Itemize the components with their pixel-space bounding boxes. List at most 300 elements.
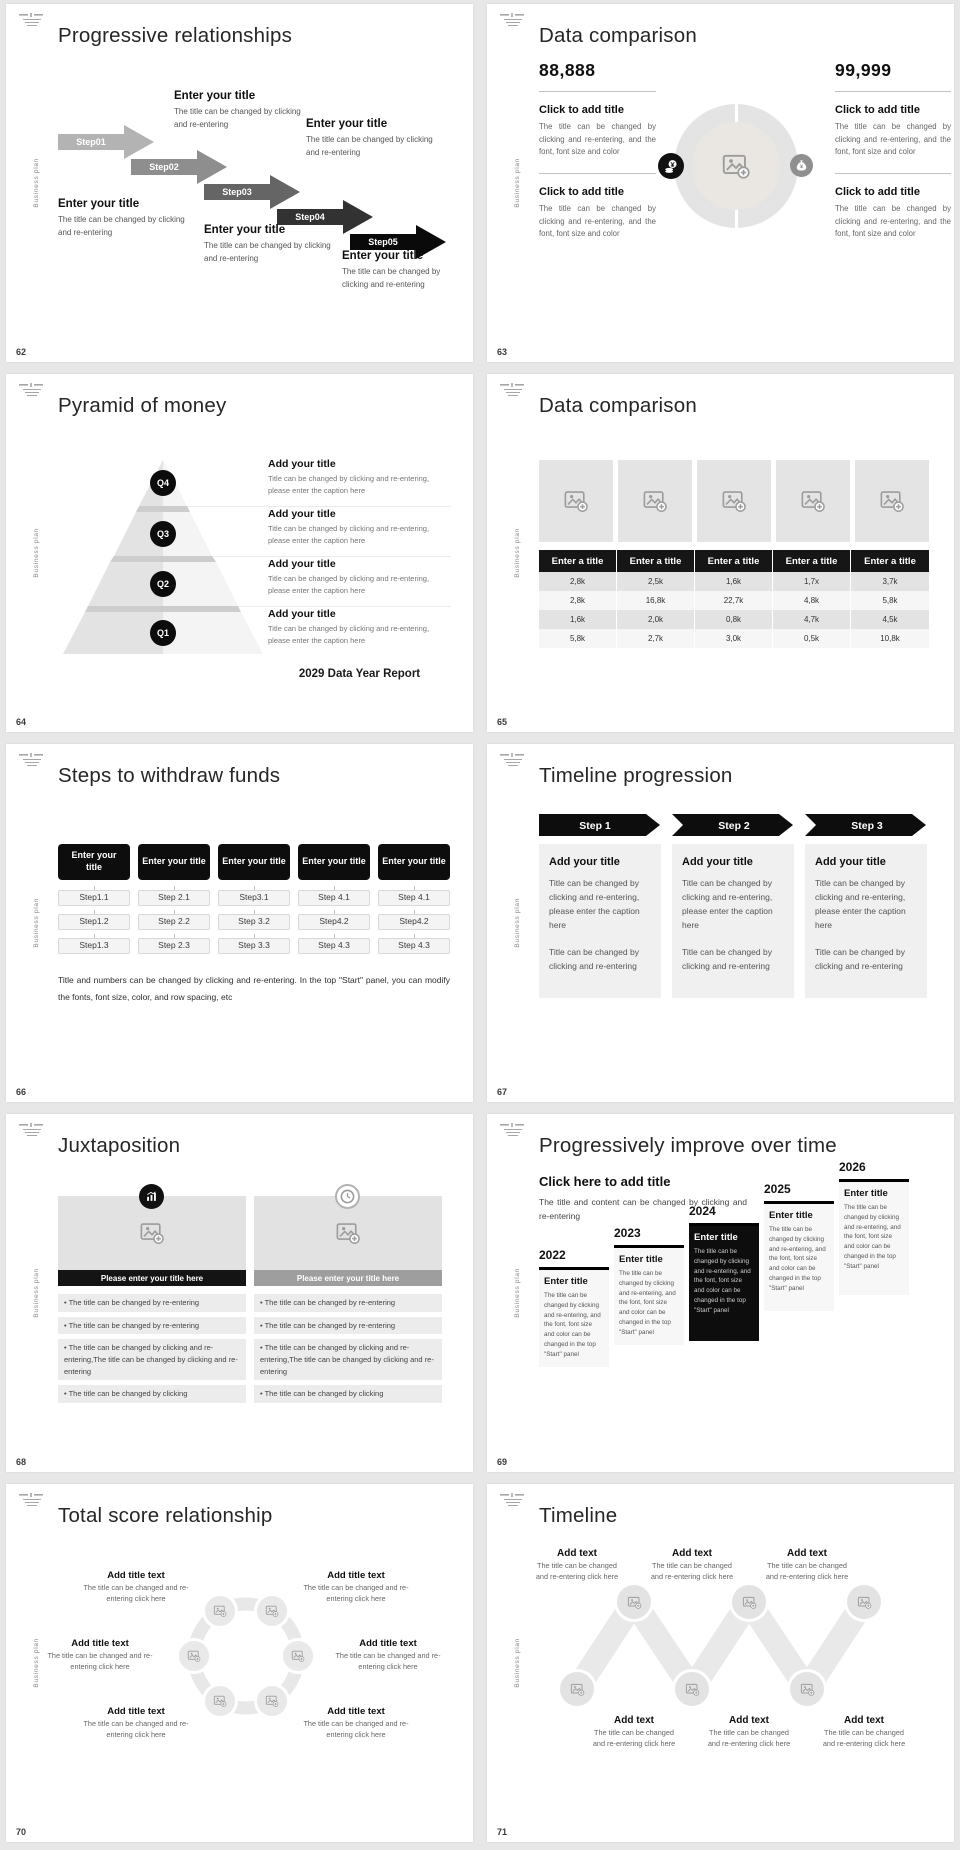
divider xyxy=(835,173,951,174)
pyramid-level-label: Q3 xyxy=(156,529,170,539)
table-cell: 1,6k xyxy=(539,610,617,629)
comparison-panel-right xyxy=(254,1114,442,1472)
slide-title: Data comparison xyxy=(539,24,697,47)
table-cell: 2,7k xyxy=(617,629,695,648)
vertical-label xyxy=(33,744,40,1102)
item-caption: The title can be changed by clicking and re-entering, and the font, font size and color xyxy=(835,122,951,157)
image-placeholder-icon xyxy=(570,1682,585,1697)
brand-logo-icon xyxy=(19,1493,45,1508)
table-cell: 22,7k xyxy=(695,591,773,610)
vertical-label-text: Business plan xyxy=(33,528,40,578)
column-header: Enter your title xyxy=(298,844,370,880)
column-header: Enter your title xyxy=(378,844,450,880)
bullet-item: • The title can be changed by clicking xyxy=(58,1385,246,1403)
step-cell: Step 4.1 xyxy=(378,890,450,906)
column-header: Enter a title xyxy=(539,550,617,572)
image-placeholder-icon xyxy=(187,1649,201,1663)
bullet-item: • The title can be changed by re-entering xyxy=(254,1317,442,1335)
item-caption: The title can be changed and re-entering click here xyxy=(535,1561,619,1581)
vertical-label-text: Business plan xyxy=(33,1268,40,1318)
block-caption: The title can be changed by clicking and re-entering xyxy=(342,267,441,289)
item-title: Click to add title xyxy=(539,185,624,198)
block-caption: The title can be changed by clicking and re-entering xyxy=(204,241,331,263)
slide-70-thumbnail[interactable] xyxy=(6,1484,473,1842)
slide-title: Timeline progression xyxy=(539,764,733,787)
item-title: Add text xyxy=(614,1715,654,1726)
year-box xyxy=(539,1267,609,1367)
brand-logo-icon xyxy=(500,1123,526,1138)
item-title: Add title text xyxy=(327,1570,385,1581)
slide-71-thumbnail[interactable] xyxy=(487,1484,954,1842)
vertical-label xyxy=(514,744,521,1102)
bullet-item: • The title can be changed by clicking and re-entering,The title can be changed by clicking and re-entering xyxy=(254,1339,442,1380)
block-title: Enter your title xyxy=(342,250,424,262)
item-title: Enter title xyxy=(619,1254,663,1265)
table-cell: 0,8k xyxy=(695,610,773,629)
text-block xyxy=(300,1570,412,1604)
image-placeholder xyxy=(254,1593,290,1629)
arrow-step-label: Step01 xyxy=(76,137,106,147)
item-caption: Title can be changed by clicking and re-entering xyxy=(682,947,772,972)
column-header: Enter a title xyxy=(695,550,773,572)
text-block xyxy=(649,1548,735,1582)
step-cell: Step 2.2 xyxy=(138,914,210,930)
item-caption: The title can be changed by clicking and re-entering, and the font, font size and color xyxy=(835,203,951,239)
level-text-item xyxy=(268,458,451,496)
arrow-shape-3 xyxy=(204,175,300,209)
arrow-step-label: Step04 xyxy=(295,212,325,222)
step-cell: Step 2.3 xyxy=(138,938,210,954)
year-box xyxy=(689,1223,759,1341)
slide-title: Total score relationship xyxy=(58,1504,273,1527)
item-caption: The title can be changed and re-entering click here xyxy=(707,1728,791,1748)
brand-logo-icon xyxy=(19,753,45,768)
table-cell: 1,7x xyxy=(773,572,851,591)
item-caption: Title can be changed by clicking and re-entering, please enter the caption here xyxy=(682,878,773,931)
divider xyxy=(835,91,951,92)
vertical-label xyxy=(514,1484,521,1842)
step-cell: Step 4.1 xyxy=(298,890,370,906)
block-title: Enter your title xyxy=(174,90,256,102)
stat-value: 88,888 xyxy=(539,60,596,80)
slide-number: 69 xyxy=(497,1457,508,1467)
step-cell: Step 4.3 xyxy=(298,938,370,954)
text-block xyxy=(300,1706,412,1740)
item-title: Add your title xyxy=(682,856,753,868)
table-row xyxy=(539,572,929,591)
stat-value: 99,999 xyxy=(835,60,892,80)
slide-note: Title and numbers can be changed by clicking and re-entering. In the top "Start" panel, you can modify the fonts, font size, color, and row spacing, etc xyxy=(58,975,450,1002)
item-caption: The title can be changed and re-entering click here xyxy=(303,1719,409,1739)
table-row xyxy=(539,610,929,629)
divider xyxy=(539,91,656,92)
item-caption: The title can be changed and re-entering click here xyxy=(303,1583,409,1603)
table-cell: 3,0k xyxy=(695,629,773,648)
item-caption: Title can be changed by clicking and re-entering, please enter the caption here xyxy=(815,878,906,931)
item-caption: Title can be changed by clicking and re-entering xyxy=(549,947,639,972)
text-block xyxy=(342,250,468,292)
slide-title: Timeline xyxy=(539,1504,618,1527)
image-placeholder-icon xyxy=(213,1604,227,1618)
step-cell: Step 3.3 xyxy=(218,938,290,954)
slide-title: Pyramid of money xyxy=(58,394,227,417)
slide-69-thumbnail[interactable] xyxy=(487,1114,954,1472)
image-placeholder xyxy=(692,122,780,210)
item-caption: The title can be changed by clicking and re-entering, and the font, font size and color can be changed in the top "Start" panel xyxy=(844,1204,901,1270)
slide-number: 67 xyxy=(497,1087,508,1097)
table-cell: 0,5k xyxy=(773,629,851,648)
bullet-item: • The title can be changed by re-entering xyxy=(58,1294,246,1312)
image-placeholder-icon xyxy=(291,1649,305,1663)
data-table xyxy=(539,550,929,648)
image-placeholder-icon xyxy=(800,1682,815,1697)
clock-icon xyxy=(339,1188,356,1205)
text-block xyxy=(764,1548,850,1582)
vertical-label-text: Business plan xyxy=(514,528,521,578)
image-placeholder-icon xyxy=(265,1694,279,1708)
donut-ring xyxy=(674,104,798,228)
item-title: Add title text xyxy=(327,1706,385,1717)
table-cell: 2,8k xyxy=(539,572,617,591)
bullet-item: • The title can be changed by clicking xyxy=(254,1385,442,1403)
image-placeholder xyxy=(280,1638,316,1674)
image-placeholder-icon xyxy=(742,1595,757,1610)
item-caption: The title can be changed and re-entering click here xyxy=(650,1561,734,1581)
year-column-highlighted xyxy=(689,1204,759,1341)
column-header: Enter a title xyxy=(617,550,695,572)
slide-title: Steps to withdraw funds xyxy=(58,764,281,787)
item-title: Add text xyxy=(787,1548,827,1559)
table-cell: 3,7k xyxy=(851,572,929,591)
item-title: Add your title xyxy=(268,608,336,620)
slide-65-thumbnail[interactable] xyxy=(487,374,954,732)
step-label: Step 2 xyxy=(718,820,750,832)
step-cell: Step3.1 xyxy=(218,890,290,906)
slide-68-thumbnail[interactable] xyxy=(6,1114,473,1472)
subtitle-caption: The title and content can be changed by clicking and re-entering xyxy=(539,1197,747,1221)
table-cell: 16,8k xyxy=(617,591,695,610)
slide-title: Progressively improve over time xyxy=(539,1134,837,1157)
image-placeholder-icon xyxy=(800,488,826,514)
item-caption: The title can be changed and re-entering click here xyxy=(335,1651,441,1671)
comparison-panel-left xyxy=(58,1114,246,1472)
image-placeholder xyxy=(176,1638,212,1674)
brand-logo-icon xyxy=(500,13,526,28)
text-block xyxy=(80,1570,192,1604)
item-title: Click to add title xyxy=(835,185,920,198)
left-stat-column xyxy=(539,60,656,241)
pyramid-level-label: Q2 xyxy=(156,579,170,589)
image-placeholder-icon xyxy=(857,1595,872,1610)
image-placeholder-icon xyxy=(563,488,589,514)
text-block xyxy=(204,224,336,266)
item-title: Enter title xyxy=(844,1188,888,1199)
slide-number: 62 xyxy=(16,347,27,357)
vertical-label-text: Business plan xyxy=(514,158,521,208)
image-placeholder xyxy=(254,1683,290,1719)
vertical-label xyxy=(514,1114,521,1472)
slide-number: 71 xyxy=(497,1827,508,1837)
step-cell: Step 4.3 xyxy=(378,938,450,954)
image-placeholder xyxy=(614,1582,654,1622)
image-placeholder xyxy=(202,1683,238,1719)
brand-logo-icon xyxy=(19,383,45,398)
item-title: Add text xyxy=(557,1548,597,1559)
table-cell: 5,8k xyxy=(851,591,929,610)
item-title: Enter title xyxy=(544,1276,588,1287)
step-panel xyxy=(539,844,661,998)
slide-number: 68 xyxy=(16,1457,27,1467)
vertical-label xyxy=(33,1114,40,1472)
block-caption: The title can be changed by clicking and re-entering xyxy=(306,135,433,157)
vertical-label xyxy=(514,374,521,732)
year-label: 2022 xyxy=(539,1248,566,1262)
image-placeholder-icon xyxy=(642,488,668,514)
slide-number: 70 xyxy=(16,1827,27,1837)
slide-67-thumbnail[interactable] xyxy=(487,744,954,1102)
brand-logo-icon xyxy=(500,1493,526,1508)
vertical-label-text: Business plan xyxy=(33,898,40,948)
item-caption: The title can be changed by clicking and re-entering, and the font, font size and color can be changed in the top "Start" panel xyxy=(694,1248,751,1314)
table-cell: 2,0k xyxy=(617,610,695,629)
divider xyxy=(539,173,656,174)
brand-logo-icon xyxy=(500,383,526,398)
slide-title: Progressive relationships xyxy=(58,24,293,47)
vertical-label-text: Business plan xyxy=(514,1638,521,1688)
image-placeholder-icon xyxy=(213,1694,227,1708)
item-title: Add title text xyxy=(71,1638,129,1649)
item-title: Add text xyxy=(729,1715,769,1726)
year-label: 2026 xyxy=(839,1160,866,1174)
brand-logo-icon xyxy=(19,1123,45,1138)
arrow-step-label: Step02 xyxy=(149,162,179,172)
block-title: Enter your title xyxy=(306,118,388,130)
image-placeholder xyxy=(787,1669,827,1709)
text-block xyxy=(80,1706,192,1740)
table-cell: 5,8k xyxy=(539,629,617,648)
slide-63-thumbnail[interactable] xyxy=(487,4,954,362)
bullet-list xyxy=(254,1294,442,1408)
item-caption: The title can be changed and re-entering click here xyxy=(592,1728,676,1748)
item-caption: The title can be changed and re-entering click here xyxy=(765,1561,849,1581)
vertical-label xyxy=(33,4,40,362)
table-row xyxy=(539,591,929,610)
item-caption: The title can be changed by clicking and re-entering, and the font, font size and color can be changed in the top "Start" panel xyxy=(769,1226,826,1292)
bullet-item: • The title can be changed by re-entering xyxy=(254,1294,442,1312)
level-text-item xyxy=(268,558,451,596)
image-placeholder xyxy=(539,460,613,542)
vertical-label-text: Business plan xyxy=(33,158,40,208)
text-block xyxy=(306,118,438,160)
image-placeholder xyxy=(202,1593,238,1629)
bullet-item: • The title can be changed by clicking and re-entering,The title can be changed by clicking and re-entering xyxy=(58,1339,246,1380)
block-title: Enter your title xyxy=(58,198,140,210)
block-caption: The title can be changed by clicking and re-entering xyxy=(174,107,301,129)
table-row xyxy=(539,629,929,648)
item-caption: The title can be changed and re-entering click here xyxy=(83,1583,189,1603)
item-caption: Title can be changed by clicking and re-entering, please enter the caption here xyxy=(549,878,640,931)
image-placeholder-icon xyxy=(879,488,905,514)
item-title: Enter title xyxy=(694,1232,738,1243)
item-caption: The title can be changed and re-entering click here xyxy=(83,1719,189,1739)
item-caption: The title can be changed by clicking and re-entering, and the font, font size and color can be changed in the top "Start" panel xyxy=(544,1292,601,1358)
image-placeholder-icon xyxy=(265,1604,279,1618)
bullet-list xyxy=(58,1294,246,1408)
item-caption: Title can be changed by clicking and re-entering, please enter the caption here xyxy=(268,574,430,595)
item-title: Add text xyxy=(672,1548,712,1559)
step-cell: Step 2.1 xyxy=(138,890,210,906)
image-placeholder xyxy=(697,460,771,542)
image-placeholder-icon xyxy=(139,1220,165,1246)
text-block xyxy=(591,1715,677,1749)
year-box xyxy=(614,1245,684,1345)
vertical-label-text: Business plan xyxy=(33,1638,40,1688)
bar-chart-icon xyxy=(144,1189,159,1204)
level-text-item xyxy=(268,508,451,546)
item-title: Add your title xyxy=(815,856,886,868)
image-placeholder-icon xyxy=(721,488,747,514)
item-caption: Title can be changed by clicking and re-entering, please enter the caption here xyxy=(268,474,430,495)
image-placeholder-icon xyxy=(685,1682,700,1697)
arrow-shape-2 xyxy=(131,150,227,184)
step-arrow-banner xyxy=(539,814,661,836)
item-title: Add text xyxy=(844,1715,884,1726)
slide-number: 63 xyxy=(497,347,508,357)
text-block xyxy=(706,1715,792,1749)
vertical-label-text: Business plan xyxy=(514,898,521,948)
brand-logo-icon xyxy=(19,13,45,28)
step-cell: Step 3.2 xyxy=(218,914,290,930)
step-cell: Step4.2 xyxy=(298,914,370,930)
year-column xyxy=(764,1182,834,1311)
table-cell: 4,5k xyxy=(851,610,929,629)
step-panel xyxy=(805,844,927,998)
year-column xyxy=(614,1226,684,1345)
step-arrow-banner xyxy=(672,814,794,836)
year-box xyxy=(764,1201,834,1311)
text-block xyxy=(534,1548,620,1582)
image-placeholder xyxy=(844,1582,884,1622)
item-title: Add your title xyxy=(268,508,336,520)
text-block xyxy=(332,1638,444,1672)
vertical-label-text: Business plan xyxy=(514,1268,521,1318)
item-title: Click to add title xyxy=(835,104,920,116)
text-block xyxy=(821,1715,907,1749)
step-label: Step 3 xyxy=(851,820,883,832)
coins-badge xyxy=(658,153,684,179)
report-footer: 2029 Data Year Report xyxy=(298,668,421,680)
slide-64-thumbnail[interactable] xyxy=(6,374,473,732)
pyramid-diagram xyxy=(58,454,268,656)
image-placeholder xyxy=(618,460,692,542)
step-cell: Step1.2 xyxy=(58,914,130,930)
slide-title: Juxtaposition xyxy=(58,1134,181,1157)
money-bag-icon xyxy=(794,158,809,173)
image-placeholder-icon xyxy=(721,151,751,181)
slide-number: 66 xyxy=(16,1087,27,1097)
item-title: Enter title xyxy=(769,1210,813,1221)
slide-number: 64 xyxy=(16,717,27,727)
item-caption: The title can be changed by clicking and re-entering, and the font, font size and color can be changed in the top "Start" panel xyxy=(619,1270,676,1336)
table-cell: 4,8k xyxy=(773,591,851,610)
table-header-row xyxy=(539,550,929,572)
item-caption: The title can be changed by clicking and re-entering, and the font, font size and color xyxy=(539,122,656,157)
image-placeholder xyxy=(729,1582,769,1622)
item-title: Add your title xyxy=(268,458,336,470)
year-column xyxy=(539,1248,609,1367)
text-block xyxy=(44,1638,156,1672)
panel-banner: Please enter your title here xyxy=(58,1270,246,1286)
bar-chart-badge xyxy=(139,1184,164,1209)
item-title: Add title text xyxy=(107,1570,165,1581)
image-placeholder xyxy=(776,460,850,542)
item-title: Add title text xyxy=(359,1638,417,1649)
vertical-label xyxy=(33,1484,40,1842)
clock-badge xyxy=(335,1184,360,1209)
item-caption: Title can be changed by clicking and re-entering xyxy=(815,947,905,972)
subtitle: Click here to add title xyxy=(539,1174,671,1189)
step-cell: Step1.1 xyxy=(58,890,130,906)
arrow-step-label: Step05 xyxy=(368,237,398,247)
image-placeholder-icon xyxy=(627,1595,642,1610)
year-column xyxy=(839,1160,909,1295)
item-title: Add your title xyxy=(549,856,620,868)
slide-number: 65 xyxy=(497,717,508,727)
vertical-label xyxy=(33,374,40,732)
pyramid-level-label: Q4 xyxy=(156,478,170,488)
item-title: Add your title xyxy=(268,558,336,570)
money-bag-badge xyxy=(790,154,813,177)
panel-banner: Please enter your title here xyxy=(254,1270,442,1286)
item-caption: Title can be changed by clicking and re-entering, please enter the caption here xyxy=(268,524,430,545)
table-cell: 1,6k xyxy=(695,572,773,591)
slide-62-thumbnail[interactable] xyxy=(6,4,473,362)
table-cell: 4,7k xyxy=(773,610,851,629)
year-label: 2024 xyxy=(689,1204,716,1218)
slide-title: Data comparison xyxy=(539,394,697,417)
column-header: Enter your title xyxy=(138,844,210,880)
column-header: Enter your title xyxy=(218,844,290,880)
image-placeholder xyxy=(557,1669,597,1709)
item-caption: The title can be changed and re-entering click here xyxy=(47,1651,153,1671)
image-placeholder-icon xyxy=(335,1220,361,1246)
arrow-step-label: Step03 xyxy=(222,187,252,197)
text-block xyxy=(174,90,306,132)
step-panel xyxy=(672,844,794,998)
pyramid-level-label: Q1 xyxy=(156,628,170,638)
image-placeholder xyxy=(855,460,929,542)
item-caption: The title can be changed by clicking and re-entering, and the font, font size and color xyxy=(539,203,656,239)
year-label: 2025 xyxy=(764,1182,791,1196)
item-caption: Title can be changed by clicking and re-entering, please enter the caption here xyxy=(268,624,430,645)
step-arrow-banner xyxy=(805,814,927,836)
year-label: 2023 xyxy=(614,1226,641,1240)
step-cell: Step4.2 xyxy=(378,914,450,930)
slide-66-thumbnail[interactable] xyxy=(6,744,473,1102)
column-header: Enter a title xyxy=(851,550,929,572)
image-placeholder xyxy=(672,1669,712,1709)
item-title: Click to add title xyxy=(539,104,624,116)
step-cell: Step1.3 xyxy=(58,938,130,954)
year-box xyxy=(839,1179,909,1295)
step-label: Step 1 xyxy=(579,820,611,832)
vertical-label xyxy=(514,4,521,362)
level-text-item xyxy=(268,608,451,646)
item-title: Add title text xyxy=(107,1706,165,1717)
table-cell: 2,5k xyxy=(617,572,695,591)
bullet-item: • The title can be changed by re-entering xyxy=(58,1317,246,1335)
block-title: Enter your title xyxy=(204,224,286,236)
